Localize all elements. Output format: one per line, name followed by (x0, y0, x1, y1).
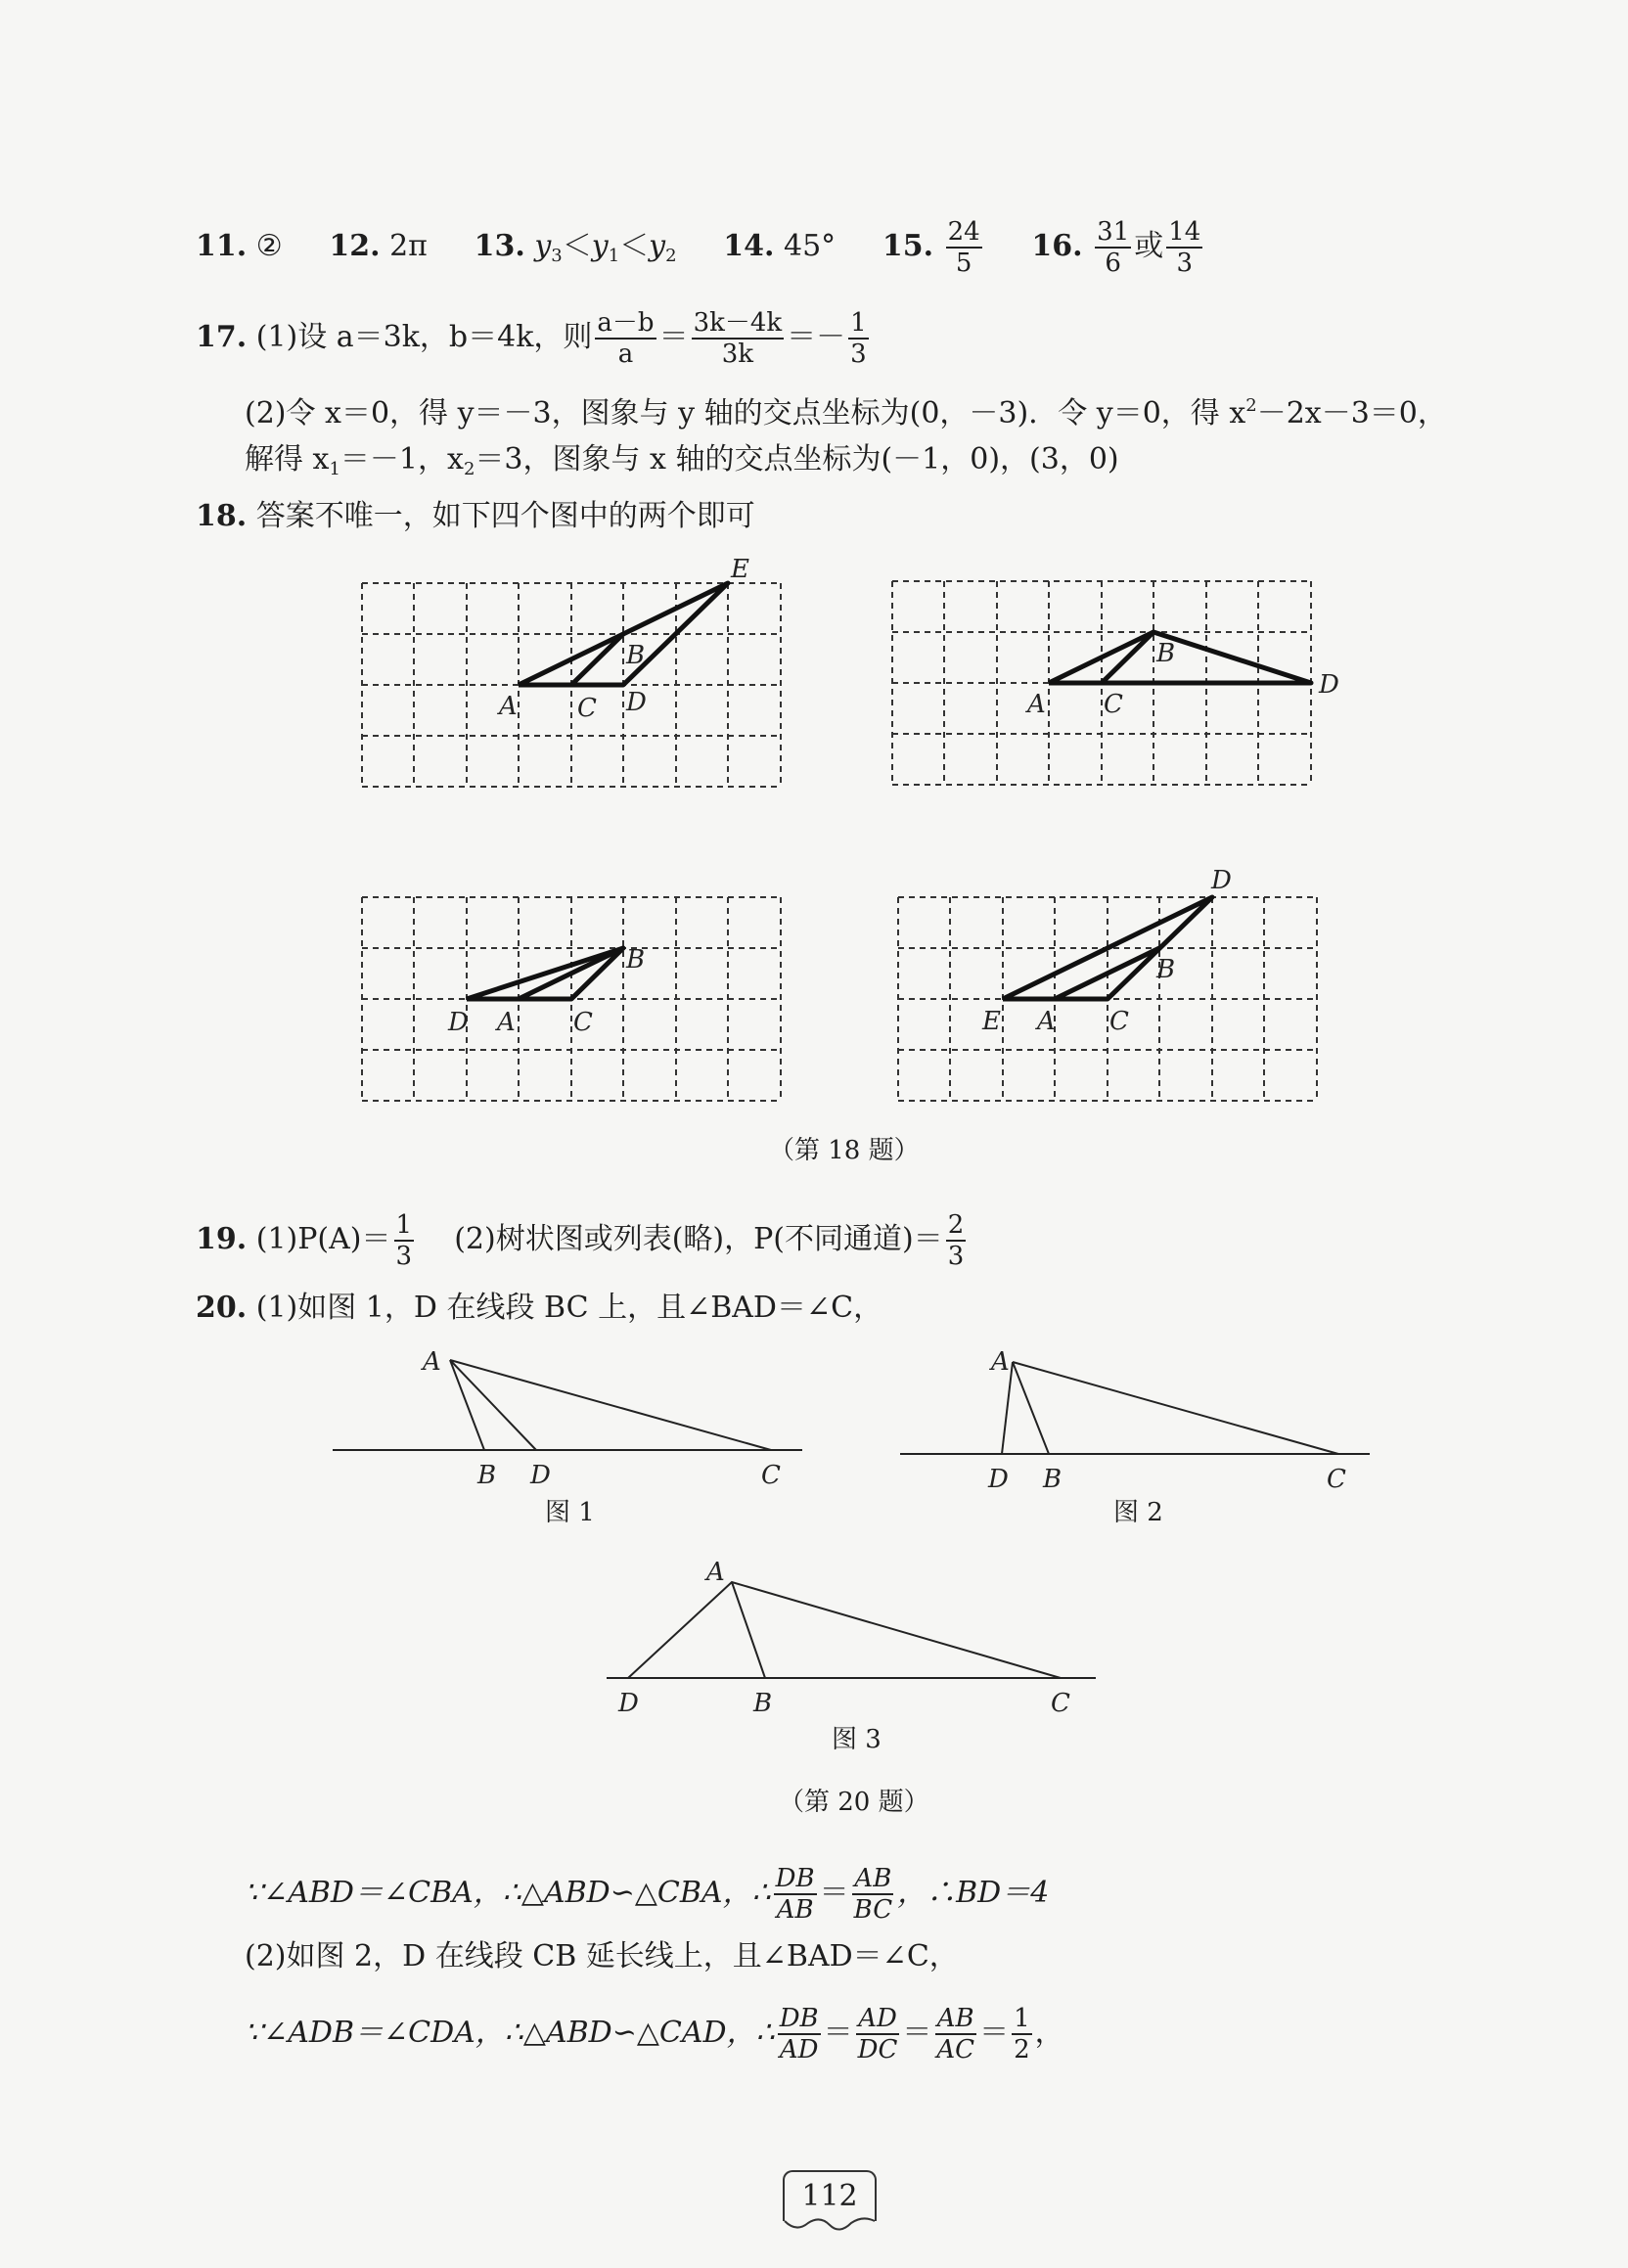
q19-part2: (2)树状图或列表(略)，P(不同通道)＝ (454, 1222, 943, 1256)
denominator: 3 (947, 1242, 965, 1271)
superscript: 2 (1245, 395, 1257, 416)
label-d: D (626, 688, 647, 717)
subscript: 2 (463, 459, 475, 479)
q17-label: 17. (196, 320, 248, 354)
label-e: E (731, 555, 749, 584)
q20-figure-1 (323, 1340, 812, 1507)
label-b: B (626, 945, 646, 975)
denominator: 3 (1176, 249, 1194, 278)
q13-var: y (649, 229, 666, 263)
denominator: a (617, 340, 634, 369)
text: ，∴BD＝4 (897, 1876, 1050, 1910)
q19-part1: (1)P(A)＝ (255, 1222, 391, 1256)
label-c: C (1051, 1689, 1070, 1718)
equals: ＝ (902, 2016, 932, 2050)
label-d: D (988, 1465, 1009, 1494)
label-c: C (761, 1461, 781, 1490)
q16-label: 16. (1031, 229, 1083, 263)
q16-or: 或 (1134, 229, 1164, 263)
denominator: 2 (1014, 2035, 1030, 2064)
label-a: A (1027, 690, 1046, 719)
equals: ＝ (658, 320, 689, 354)
q18-label: 18. (196, 499, 248, 533)
q20-solution-2 (245, 2004, 1064, 2064)
text: ， (1034, 2016, 1064, 2050)
label-d: D (618, 1689, 639, 1718)
q18-figure-3 (352, 885, 802, 1120)
q20-caption: （第 20 题） (779, 1788, 929, 1817)
q18-figure-1 (352, 548, 802, 802)
label-a: A (499, 692, 518, 721)
denominator: 5 (955, 249, 972, 278)
q13-var: y (534, 229, 552, 263)
denominator: AC (936, 2035, 975, 2064)
q17-part1 (196, 308, 872, 369)
q18-caption: （第 18 题） (769, 1136, 920, 1165)
numerator: 1 (1014, 2004, 1030, 2033)
label-c: C (1104, 690, 1123, 719)
numerator: 24 (947, 217, 980, 247)
q20-figure-3 (597, 1551, 1106, 1727)
label-e: E (982, 1007, 1001, 1036)
q19-fraction-2 (946, 1210, 967, 1271)
q20-intro-text: (1)如图 1，D 在线段 BC 上，且∠BAD＝∠C， (255, 1291, 883, 1325)
page-number (783, 2170, 877, 2221)
label-d: D (1319, 670, 1339, 700)
denominator: 3k (721, 340, 754, 369)
numerator: 3k－4k (693, 308, 783, 338)
numerator: 2 (947, 1210, 965, 1240)
label-a: A (706, 1558, 725, 1587)
label-a: A (497, 1008, 516, 1037)
q15-label: 15. (882, 229, 934, 263)
q14-answer: 45° (784, 229, 837, 263)
triangle-dbc (467, 948, 623, 999)
label-a: A (1037, 1007, 1056, 1036)
text: (2)令 x＝0，得 y＝－3，图象与 y 轴的交点坐标为(0，－3)．令 y＝0，得 x (245, 396, 1246, 431)
label-c: C (577, 694, 597, 723)
q13-sub: 2 (665, 246, 677, 266)
q19-label: 19. (196, 1222, 248, 1256)
label-d: D (448, 1008, 469, 1037)
label-b: B (626, 641, 646, 670)
fraction-db-ab (774, 1864, 817, 1925)
q17-part2-line2 (245, 440, 1119, 489)
q14-label: 14. (723, 229, 775, 263)
text: ∵∠ADB＝∠CDA，∴△ABD∽△CAD，∴ (245, 2016, 775, 2050)
page-number-ornament (783, 2217, 877, 2237)
text: －2x－3＝0， (1256, 396, 1447, 431)
label-b: B (1156, 955, 1176, 984)
q20-figure-3-caption: 图 3 (832, 1725, 882, 1754)
segment-cb (1102, 632, 1153, 683)
q16-fraction-2 (1166, 217, 1202, 278)
label-b: B (1156, 639, 1176, 668)
label-d: D (530, 1461, 551, 1490)
q16-fraction-1 (1095, 217, 1131, 278)
text: 解得 x (245, 442, 330, 476)
segment-ad (450, 1360, 536, 1450)
label-b: B (753, 1689, 773, 1718)
q13-sub: 3 (551, 246, 563, 266)
numerator: 1 (850, 308, 867, 338)
denominator: AB (776, 1895, 814, 1925)
equals-minus: ＝－ (787, 320, 846, 354)
numerator: 1 (395, 1210, 413, 1240)
q18-figure-2 (881, 567, 1350, 802)
q17-part2-line1 (245, 386, 1447, 433)
fraction-ad-dc (856, 2004, 900, 2064)
fraction-db-ad (778, 2004, 821, 2064)
q19-text (196, 1210, 969, 1271)
segment-ab (732, 1582, 765, 1678)
q11-label: 11. (196, 229, 248, 263)
subscript: 1 (329, 459, 340, 479)
fraction-1-2 (1012, 2004, 1032, 2064)
q13-sub: 1 (608, 246, 620, 266)
q11-answer: ② (255, 229, 283, 263)
text: (2)如图 2，D 在线段 CB 延长线上，且∠BAD＝∠C， (245, 1939, 959, 1973)
segment-cb (571, 634, 623, 685)
q13-lt: ＜ (562, 229, 592, 263)
q20-label: 20. (196, 1291, 248, 1325)
q18-statement: 答案不唯一，如下四个图中的两个即可 (255, 499, 755, 533)
label-d: D (1211, 866, 1232, 895)
q20-figure-2-caption: 图 2 (1113, 1498, 1163, 1527)
q17-fraction-1 (595, 308, 656, 369)
q20-intro (196, 1289, 882, 1328)
q19-fraction-1 (394, 1210, 415, 1271)
text: ＝－1，x (339, 442, 464, 476)
triangle-abc (1013, 1362, 1338, 1454)
q17-p1-text: (1)设 a＝3k，b＝4k，则 (255, 320, 593, 354)
q12-answer: 2π (389, 229, 428, 263)
q12-label: 12. (329, 229, 381, 263)
text: ∵∠ABD＝∠CBA，∴△ABD∽△CBA，∴ (245, 1876, 771, 1910)
triangle-abd (1049, 632, 1311, 683)
label-b: B (477, 1461, 497, 1490)
label-b: B (1043, 1465, 1063, 1494)
q17-fraction-2 (692, 308, 785, 369)
label-c: C (573, 1008, 593, 1037)
text: ＝3，图象与 x 轴的交点坐标为(－1，0)，(3，0) (475, 442, 1119, 476)
numerator: DB (779, 2004, 819, 2033)
q13-lt: ＜ (619, 229, 650, 263)
equals: ＝ (819, 1876, 849, 1910)
q13-label: 13. (474, 229, 525, 263)
triangle-abc (450, 1360, 771, 1450)
q20-figure-2 (890, 1340, 1379, 1507)
denominator: AD (779, 2035, 819, 2064)
denominator: DC (857, 2035, 898, 2064)
denominator: BC (853, 1895, 893, 1925)
numerator: AB (936, 2004, 974, 2033)
q18-figure-4 (881, 861, 1350, 1120)
fraction-ab-ac (934, 2004, 976, 2064)
equals: ＝ (979, 2016, 1010, 2050)
numerator: DB (775, 1864, 815, 1893)
triangle-adc (628, 1582, 1061, 1678)
label-a: A (991, 1347, 1010, 1377)
numerator: a－b (597, 308, 655, 338)
q18-text (196, 497, 755, 536)
label-c: C (1109, 1007, 1129, 1036)
denominator: 3 (395, 1242, 413, 1271)
numerator: 31 (1097, 217, 1130, 247)
q20-part2 (245, 1937, 959, 1976)
q17-fraction-3 (848, 308, 869, 369)
fraction-ab-bc (852, 1864, 894, 1925)
label-a: A (423, 1347, 441, 1377)
q20-solution-1 (245, 1864, 1049, 1925)
label-c: C (1327, 1465, 1346, 1494)
denominator: 3 (850, 340, 867, 369)
denominator: 6 (1105, 249, 1121, 278)
q20-figure-1-caption: 图 1 (545, 1498, 595, 1527)
numerator: AD (858, 2004, 897, 2033)
q15-fraction (946, 217, 982, 278)
numerator: 14 (1168, 217, 1201, 247)
q13-var: y (591, 229, 609, 263)
page-number-text: 112 (801, 2179, 858, 2213)
answers-11-16 (196, 217, 1205, 278)
numerator: AB (854, 1864, 892, 1893)
equals: ＝ (823, 2016, 853, 2050)
